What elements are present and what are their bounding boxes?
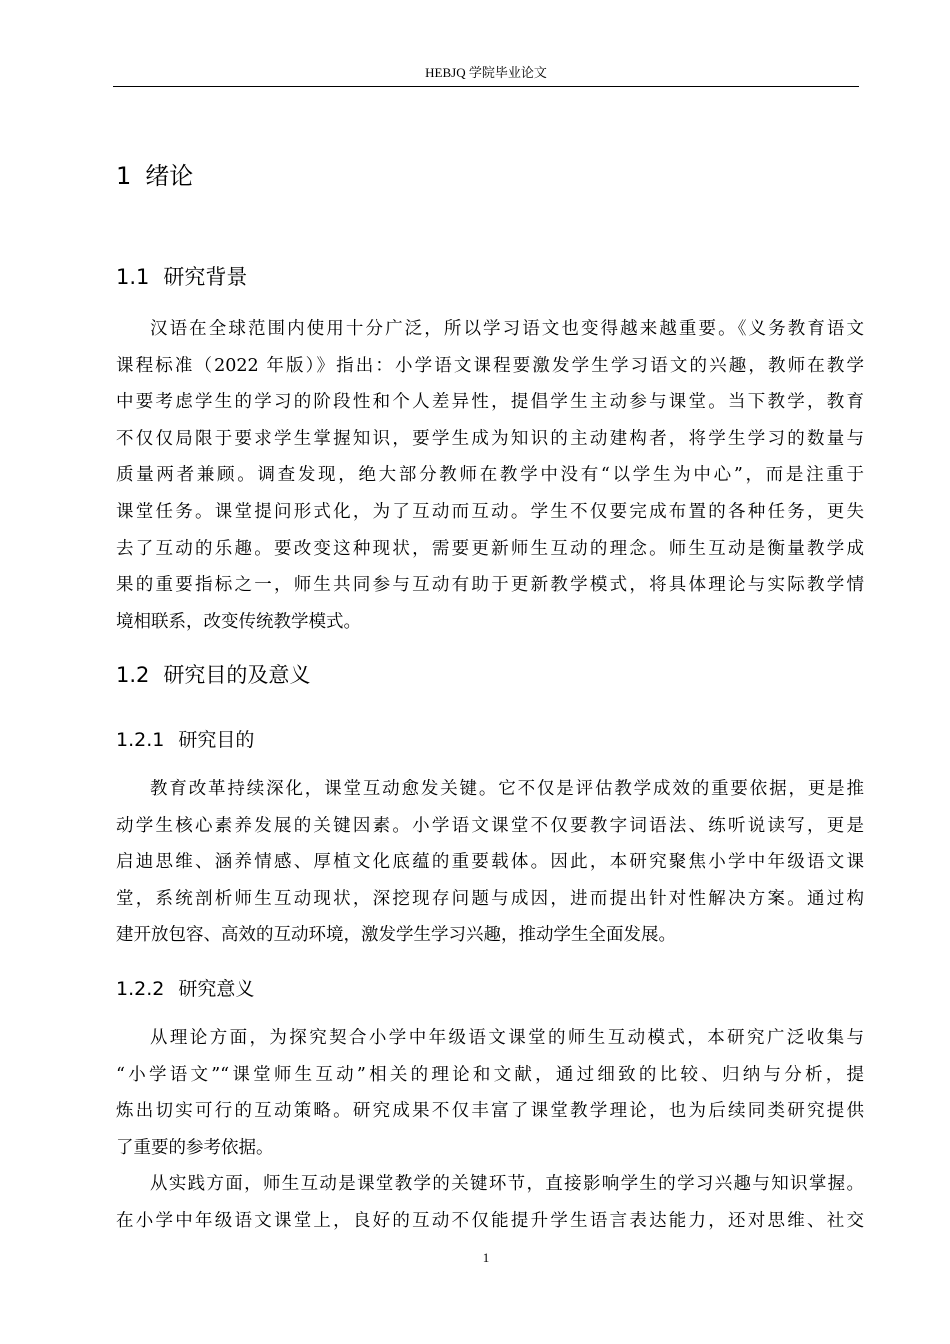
chapter-number: 1	[116, 162, 132, 190]
header-rule	[113, 86, 859, 87]
chapter-heading	[116, 160, 193, 192]
text-line: 课堂任务。课堂提问形式化，为了互动而互动。学生不仅要完成布置的各种任务，更失	[116, 501, 864, 522]
section-heading-1-2	[116, 661, 310, 689]
subsection-heading-1-2-2	[116, 976, 254, 1002]
subsection-title: 研究意义	[178, 978, 255, 1000]
text-line: 动学生核心素养发展的关键因素。小学语文课堂不仅要教字词语法、练听说读写，更是	[116, 815, 864, 836]
paragraph-background	[116, 311, 864, 640]
text-line: 炼出切实可行的互动策略。研究成果不仅丰富了课堂教学理论，也为后续同类研究提供	[116, 1101, 864, 1122]
section-title: 研究目的及意义	[163, 663, 311, 687]
chapter-title: 绪论	[145, 162, 194, 190]
section-number: 1.1	[116, 265, 150, 289]
section-heading-1-1	[116, 263, 247, 291]
text-line: 果的重要指标之一，师生共同参与互动有助于更新教学模式，将具体理论与实际教学情	[116, 575, 864, 596]
text-line: 汉语在全球范围内使用十分广泛，所以学习语文也变得越来越重要。《义务教育语文	[150, 319, 864, 339]
subsection-heading-1-2-1	[116, 727, 254, 753]
text-line: 课程标准（2022 年版）》指出：小学语文课程要激发学生学习语文的兴趣，教师在教学	[116, 355, 864, 376]
text-line: 质量两者兼顾。调查发现，绝大部分教师在教学中没有“以学生为中心”，而是注重于	[116, 465, 864, 486]
text-line: 从理论方面，为探究契合小学中年级语文课堂的师生互动模式，本研究广泛收集与	[150, 1028, 864, 1048]
paragraph-significance-theory	[116, 1020, 864, 1166]
subsection-number: 1.2.1	[116, 729, 165, 751]
text-line: 中要考虑学生的学习的阶段性和个人差异性，提倡学生主动参与课堂。当下教学，教育	[116, 392, 864, 413]
subsection-title: 研究目的	[178, 729, 255, 751]
running-header: HEBJQ 学院毕业论文	[425, 65, 547, 80]
paragraph-purpose	[116, 771, 864, 954]
text-line: 堂，系统剖析师生互动现状，深挖现存问题与成因，进而提出针对性解决方案。通过构	[116, 888, 864, 909]
text-line: 建开放包容、高效的互动环境，激发学生学习兴趣，推动学生全面发展。	[116, 925, 676, 946]
subsection-number: 1.2.2	[116, 978, 165, 1000]
text-line: 境相联系，改变传统教学模式。	[116, 611, 361, 632]
text-line: 教育改革持续深化，课堂互动愈发关键。它不仅是评估教学成效的重要依据，更是推	[150, 779, 864, 799]
text-line: 不仅仅局限于要求学生掌握知识，要学生成为知识的主动建构者，将学生学习的数量与	[116, 428, 864, 449]
section-number: 1.2	[116, 663, 150, 687]
text-line: 在小学中年级语文课堂上，良好的互动不仅能提升学生语言表达能力，还对思维、社交	[116, 1210, 864, 1231]
text-line: 从实践方面，师生互动是课堂教学的关键环节，直接影响学生的学习兴趣与知识掌握。	[150, 1174, 864, 1194]
section-title: 研究背景	[163, 265, 248, 289]
text-line: 了重要的参考依据。	[116, 1137, 274, 1158]
text-line: 启迪思维、涵养情感、厚植文化底蕴的重要载体。因此，本研究聚焦小学中年级语文课	[116, 852, 864, 873]
text-line: 去了互动的乐趣。要改变这种现状，需要更新师生互动的理念。师生互动是衡量教学成	[116, 538, 864, 559]
page-number: 1	[482, 1250, 490, 1265]
paragraph-significance-practice	[116, 1166, 864, 1239]
text-line: “小学语文”“课堂师生互动”相关的理论和文献，通过细致的比较、归纳与分析，提	[116, 1064, 864, 1085]
